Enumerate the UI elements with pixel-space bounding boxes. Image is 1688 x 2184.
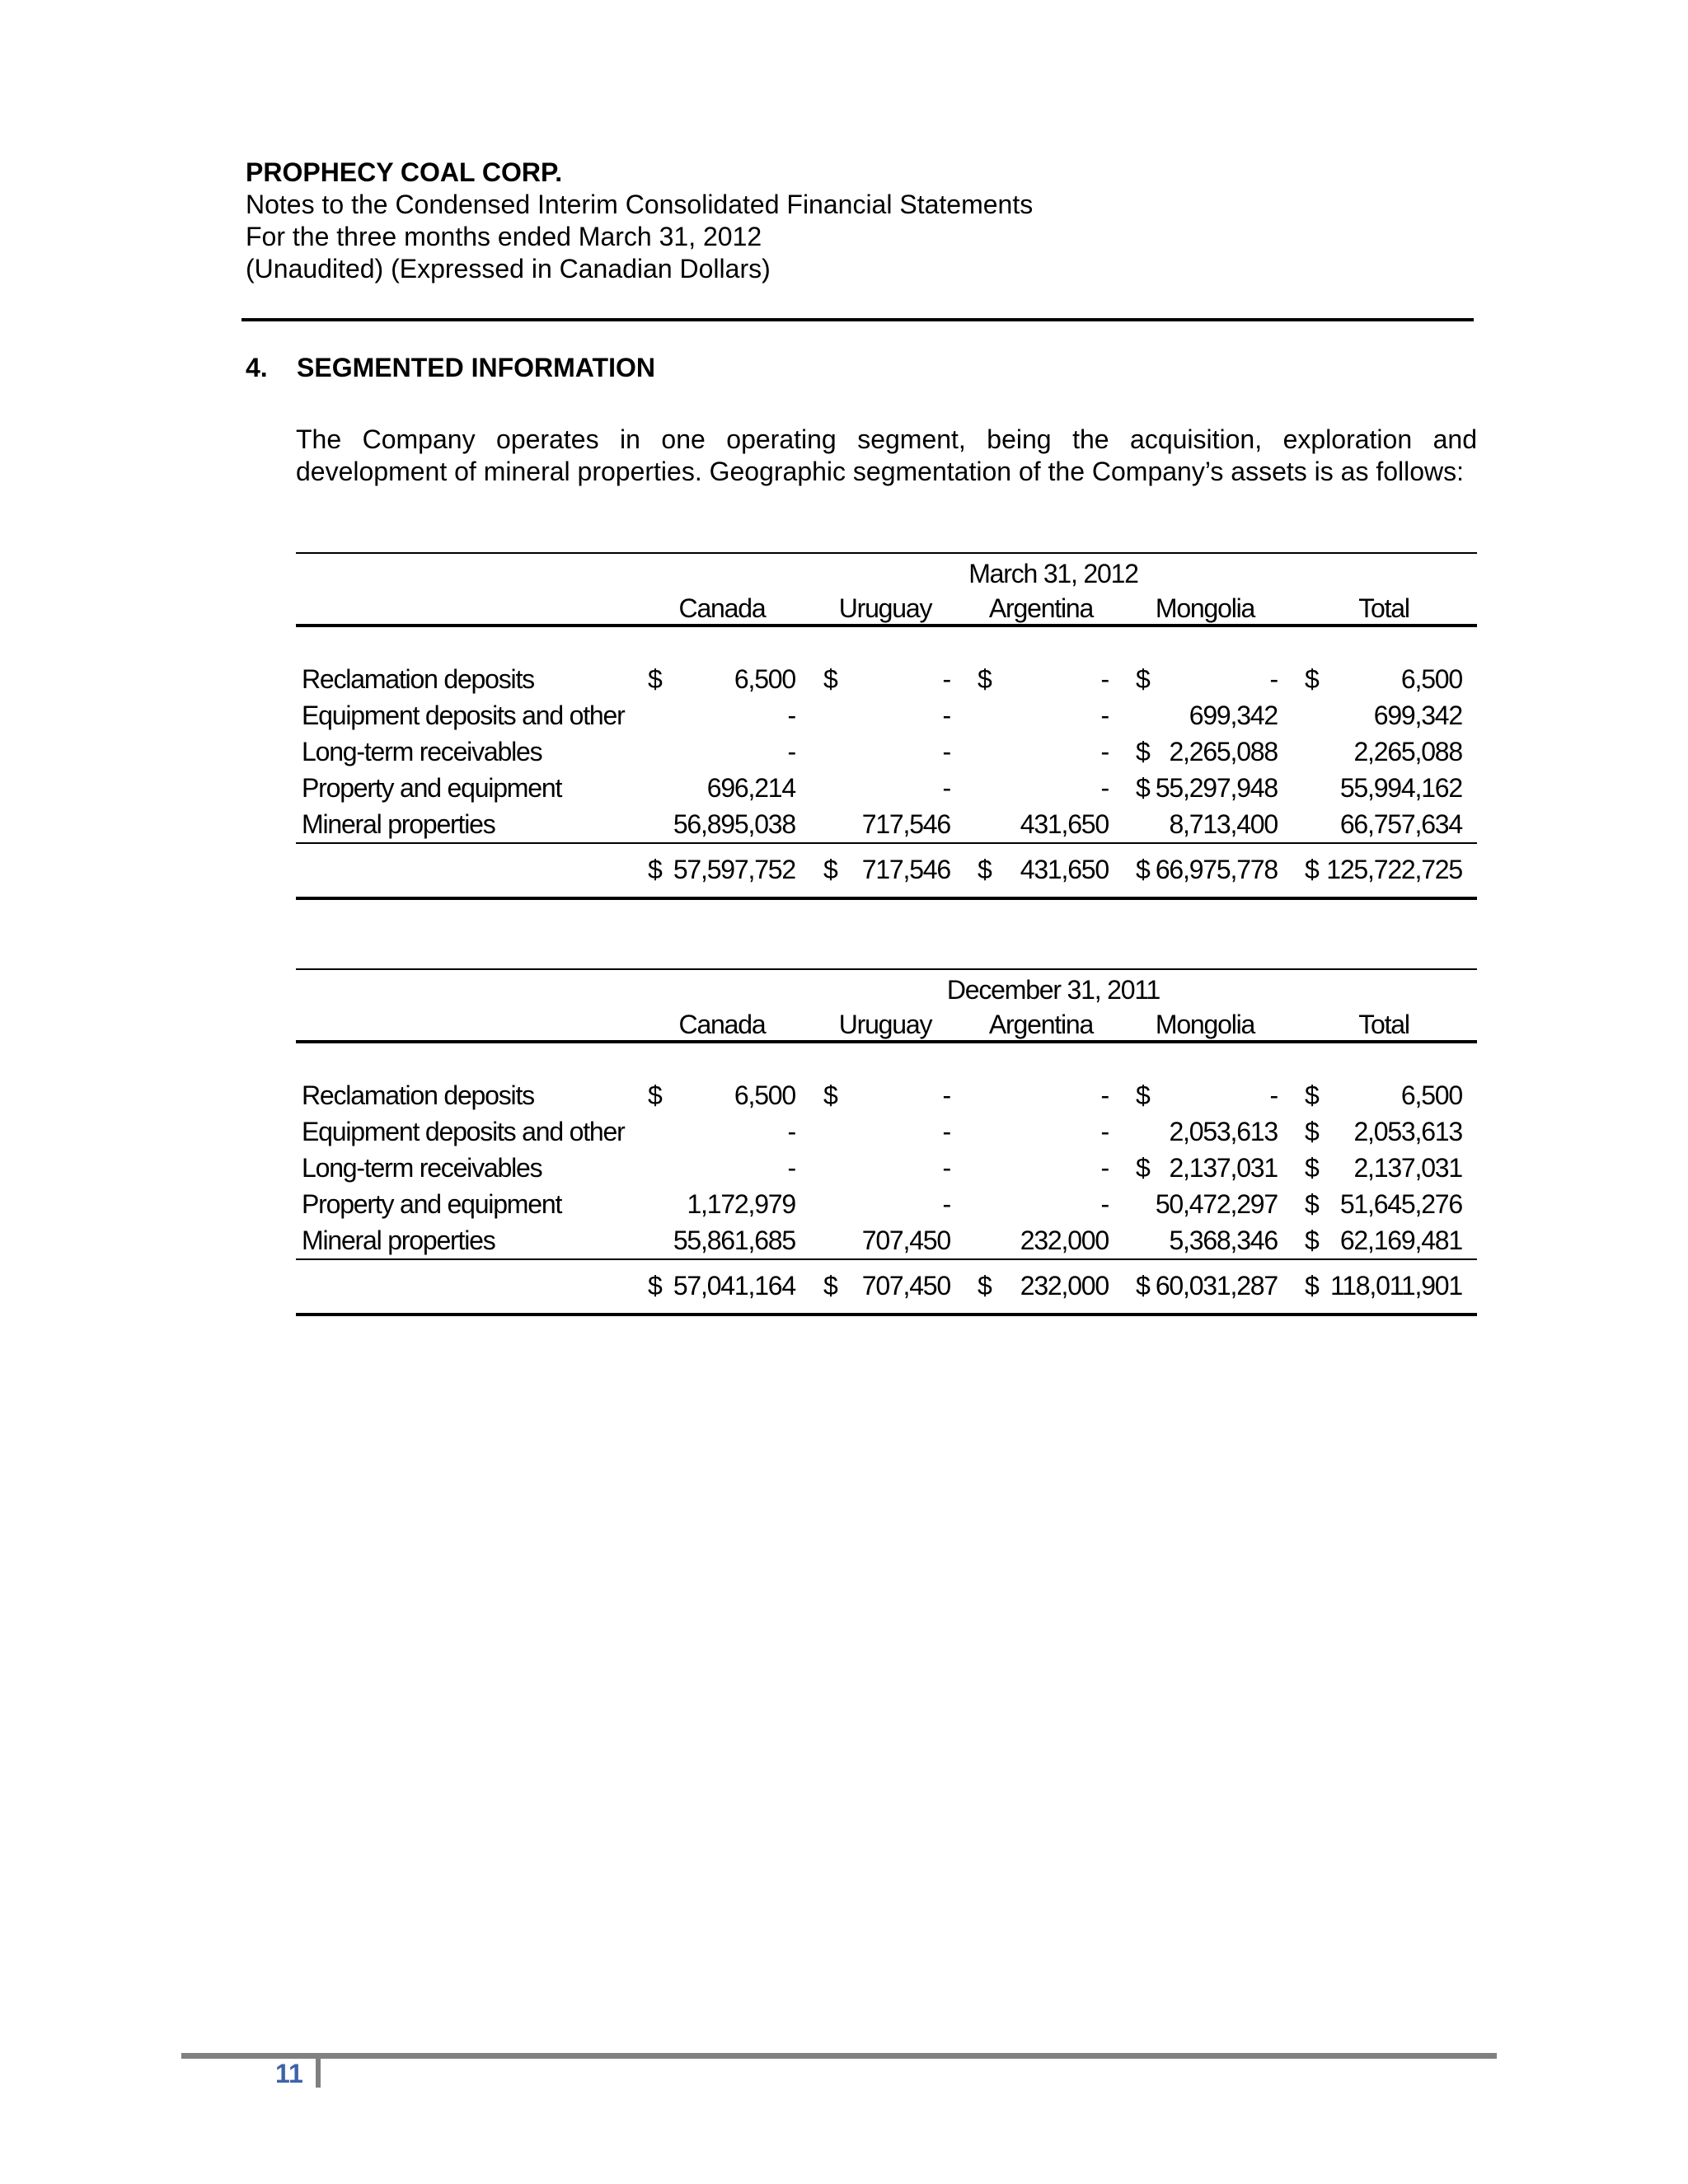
currency-symbol: $: [823, 1080, 837, 1110]
currency-symbol: $: [648, 664, 662, 694]
table-rule: [296, 1258, 1477, 1260]
table-cell-value: -: [942, 664, 950, 694]
total-currency-symbol: $: [648, 855, 662, 884]
row-label: Long-term receivables: [302, 1153, 542, 1183]
section-heading: [246, 353, 655, 383]
table-cell-value: 56,895,038: [673, 809, 795, 839]
header-line-2: For the three months ended March 31, 2012: [246, 222, 762, 251]
column-header-mongolia: Mongolia: [1155, 1010, 1255, 1039]
table-rule: [296, 1313, 1477, 1316]
table-cell-value: -: [942, 1080, 950, 1110]
row-label: Mineral properties: [302, 1226, 495, 1255]
table-cell-value: 699,342: [1189, 701, 1278, 730]
table-cell-value: -: [787, 737, 795, 766]
currency-symbol: $: [1305, 1080, 1319, 1110]
total-value: 57,597,752: [673, 855, 795, 884]
column-header-argentina: Argentina: [988, 593, 1094, 623]
table-cell-value: 707,450: [861, 1226, 950, 1255]
table-cell-value: 2,265,088: [1353, 737, 1462, 766]
column-header-total: Total: [1358, 593, 1409, 623]
company-name: PROPHECY COAL CORP.: [246, 157, 563, 187]
table-cell-value: 5,368,346: [1169, 1226, 1278, 1255]
table-cell-value: -: [942, 1189, 950, 1219]
table-cell-value: 55,861,685: [673, 1226, 795, 1255]
header-line-1: Notes to the Condensed Interim Consolidated Financial Statements: [246, 190, 1034, 219]
header-line-3: (Unaudited) (Expressed in Canadian Dollars): [246, 254, 771, 284]
currency-symbol: $: [978, 664, 992, 694]
currency-symbol: $: [823, 664, 837, 694]
currency-symbol: $: [1305, 1153, 1319, 1183]
table-cell-value: -: [1100, 1189, 1109, 1219]
total-value: 232,000: [1020, 1271, 1109, 1301]
total-currency-symbol: $: [978, 1271, 992, 1301]
table-cell-value: -: [1100, 1153, 1109, 1183]
row-label: Property and equipment: [302, 1189, 562, 1219]
table-cell-value: 699,342: [1373, 701, 1462, 730]
table-cell-value: 1,172,979: [687, 1189, 795, 1219]
total-value: 717,546: [861, 855, 950, 884]
table-cell-value: -: [942, 773, 950, 803]
section-title: SEGMENTED INFORMATION: [297, 353, 655, 382]
currency-symbol: $: [1136, 737, 1150, 766]
column-header-canada: Canada: [678, 1010, 766, 1039]
total-currency-symbol: $: [1305, 1271, 1319, 1301]
row-label: Long-term receivables: [302, 737, 542, 766]
column-header-total: Total: [1358, 1010, 1409, 1039]
table-cell-value: -: [787, 1117, 795, 1146]
table-cell-value: -: [1100, 773, 1109, 803]
table-cell-value: -: [942, 737, 950, 766]
table-cell-value: -: [1100, 701, 1109, 730]
table-cell-value: 6,500: [734, 1080, 795, 1110]
table-rule: [296, 968, 1477, 970]
currency-symbol: $: [1305, 664, 1319, 694]
total-currency-symbol: $: [823, 1271, 837, 1301]
total-value: 707,450: [861, 1271, 950, 1301]
table-cell-value: 62,169,481: [1339, 1226, 1462, 1255]
table-cell-value: 51,645,276: [1339, 1189, 1462, 1219]
table-cell-value: 2,053,613: [1169, 1117, 1278, 1146]
currency-symbol: $: [1136, 1153, 1150, 1183]
column-header-uruguay: Uruguay: [838, 593, 932, 623]
column-header-argentina: Argentina: [988, 1010, 1094, 1039]
table-cell-value: 55,994,162: [1339, 773, 1462, 803]
table-cell-value: -: [942, 1117, 950, 1146]
table-cell-value: 6,500: [1400, 664, 1462, 694]
total-currency-symbol: $: [1305, 855, 1319, 884]
table-cell-value: -: [1100, 1080, 1109, 1110]
currency-symbol: $: [1136, 1080, 1150, 1110]
currency-symbol: $: [1305, 1117, 1319, 1146]
row-label: Reclamation deposits: [302, 664, 534, 694]
table-cell-value: -: [787, 1153, 795, 1183]
section-intro: The Company operates in one operating segment, being the acquisition, exploration and development of mineral properties. Geographic segmentation of the Company’s assets is as follows:: [296, 424, 1477, 486]
table-cell-value: 2,137,031: [1353, 1153, 1462, 1183]
table-cell-value: 2,265,088: [1169, 737, 1278, 766]
footer-divider: [181, 2053, 1497, 2059]
currency-symbol: $: [1305, 1189, 1319, 1219]
currency-symbol: $: [1305, 1226, 1319, 1255]
total-value: 57,041,164: [673, 1271, 795, 1301]
table-cell-value: 50,472,297: [1155, 1189, 1278, 1219]
currency-symbol: $: [648, 1080, 662, 1110]
table-cell-value: -: [942, 701, 950, 730]
table-cell-value: 696,214: [706, 773, 795, 803]
table-cell-value: -: [1100, 737, 1109, 766]
column-header-canada: Canada: [678, 593, 766, 623]
row-label: Mineral properties: [302, 809, 495, 839]
table-cell-value: 55,297,948: [1155, 773, 1278, 803]
row-label: Equipment deposits and other: [302, 701, 625, 730]
total-value: 60,031,287: [1155, 1271, 1278, 1301]
table-cell-value: -: [942, 1153, 950, 1183]
table-cell-value: 431,650: [1020, 809, 1109, 839]
total-currency-symbol: $: [823, 855, 837, 884]
table-cell-value: -: [1100, 664, 1109, 694]
table-cell-value: 2,053,613: [1353, 1117, 1462, 1146]
table-cell-value: -: [787, 701, 795, 730]
table-cell-value: -: [1269, 1080, 1278, 1110]
table-cell-value: -: [1100, 1117, 1109, 1146]
table-cell-value: 66,757,634: [1339, 809, 1462, 839]
table-cell-value: 232,000: [1020, 1226, 1109, 1255]
table-rule: [296, 897, 1477, 900]
header-divider: [241, 318, 1474, 321]
currency-symbol: $: [1136, 664, 1150, 694]
column-header-mongolia: Mongolia: [1155, 593, 1255, 623]
total-value: 118,011,901: [1329, 1271, 1462, 1301]
table-cell-value: -: [1269, 664, 1278, 694]
table-cell-value: 6,500: [1400, 1080, 1462, 1110]
table-cell-value: 8,713,400: [1169, 809, 1278, 839]
period-heading: March 31, 2012: [968, 559, 1138, 588]
table-cell-value: 717,546: [861, 809, 950, 839]
period-heading: December 31, 2011: [946, 975, 1160, 1005]
footer-tick: [316, 2053, 321, 2088]
total-currency-symbol: $: [1136, 855, 1150, 884]
page-number: 11: [275, 2059, 303, 2088]
table-rule: [296, 1040, 1477, 1043]
table-cell-value: 2,137,031: [1169, 1153, 1278, 1183]
total-value: 431,650: [1020, 855, 1109, 884]
table-rule: [296, 552, 1477, 554]
total-value: 125,722,725: [1326, 855, 1462, 884]
total-value: 66,975,778: [1155, 855, 1278, 884]
column-header-uruguay: Uruguay: [838, 1010, 932, 1039]
total-currency-symbol: $: [1136, 1271, 1150, 1301]
document-header: [246, 157, 1033, 285]
table-rule: [296, 842, 1477, 844]
currency-symbol: $: [1136, 773, 1150, 803]
row-label: Reclamation deposits: [302, 1080, 534, 1110]
row-label: Property and equipment: [302, 773, 562, 803]
total-currency-symbol: $: [978, 855, 992, 884]
row-label: Equipment deposits and other: [302, 1117, 625, 1146]
section-number: 4.: [246, 353, 268, 382]
total-currency-symbol: $: [648, 1271, 662, 1301]
table-rule: [296, 624, 1477, 627]
table-cell-value: 6,500: [734, 664, 795, 694]
